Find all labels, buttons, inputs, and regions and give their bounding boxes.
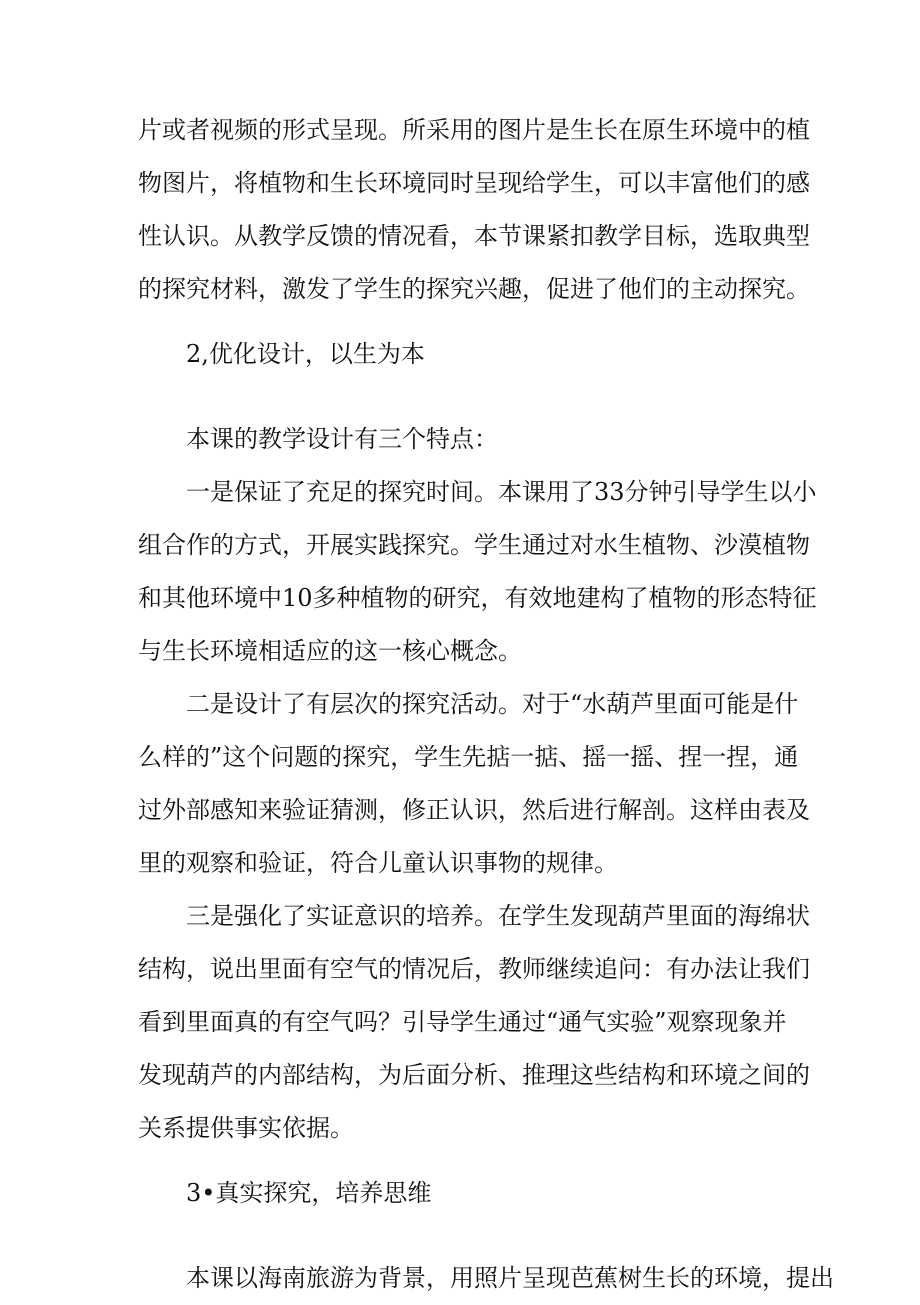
text-line: 里的观察和验证，符合儿童认识事物的规律。 bbox=[138, 849, 618, 877]
paragraph-point-2 bbox=[138, 678, 810, 890]
document-body bbox=[138, 104, 834, 1305]
paragraph-point-1 bbox=[138, 466, 817, 678]
section-heading-3: 3•真实探究，培养思维 bbox=[186, 1179, 432, 1207]
text-line: 过外部感知来验证猜测，修正认识，然后进行解剖。这样由表及 bbox=[138, 796, 810, 824]
text-line: 本课以海南旅游为背景，用照片呈现芭蕉树生长的环境，提出 bbox=[186, 1264, 834, 1292]
text-line: 三是强化了实证意识的培养。在学生发现葫芦里面的海绵状 bbox=[186, 902, 810, 930]
text-line: 一是保证了充足的探究时间。本课用了33分钟引导学生以小 bbox=[186, 478, 817, 506]
design-intro: 本课的教学设计有三个特点： bbox=[186, 425, 498, 453]
section-heading-2: 2,优化设计，以生为本 bbox=[186, 340, 425, 368]
text-line: 的探究材料，激发了学生的探究兴趣，促进了他们的主动探究。 bbox=[138, 275, 810, 303]
text-line: 和其他环境中10多种植物的研究，有效地建构了植物的形态特征 bbox=[138, 584, 817, 612]
text-line: 关系提供事实依据。 bbox=[138, 1114, 354, 1142]
text-line: 性认识。从教学反馈的情况看，本节课紧扣教学目标，选取典型 bbox=[138, 222, 810, 250]
text-line: 二是设计了有层次的探究活动。对于“水葫芦里面可能是什 bbox=[186, 690, 799, 718]
text-line: 片或者视频的形式呈现。所采用的图片是生长在原生环境中的植 bbox=[138, 116, 810, 144]
text-line: 么样的”这个问题的探究，学生先掂一掂、摇一摇、捏一捏，通 bbox=[138, 743, 799, 771]
paragraph-intro bbox=[138, 104, 810, 316]
paragraph-final bbox=[138, 1252, 834, 1305]
text-line: 结构，说出里面有空气的情况后，教师继续追问：有办法让我们 bbox=[138, 955, 810, 983]
text-line: 看到里面真的有空气吗？引导学生通过“通气实验”观察现象并 bbox=[138, 1008, 787, 1036]
text-line: 与生长环境相适应的这一核心概念。 bbox=[138, 637, 522, 665]
paragraph-point-3 bbox=[138, 890, 810, 1155]
text-line: 组合作的方式，开展实践探究。学生通过对水生植物、沙漠植物 bbox=[138, 531, 810, 559]
text-line: 发现葫芦的内部结构，为后面分析、推理这些结构和环境之间的 bbox=[138, 1061, 810, 1089]
text-line: 物图片，将植物和生长环境同时呈现给学生，可以丰富他们的感 bbox=[138, 169, 810, 197]
